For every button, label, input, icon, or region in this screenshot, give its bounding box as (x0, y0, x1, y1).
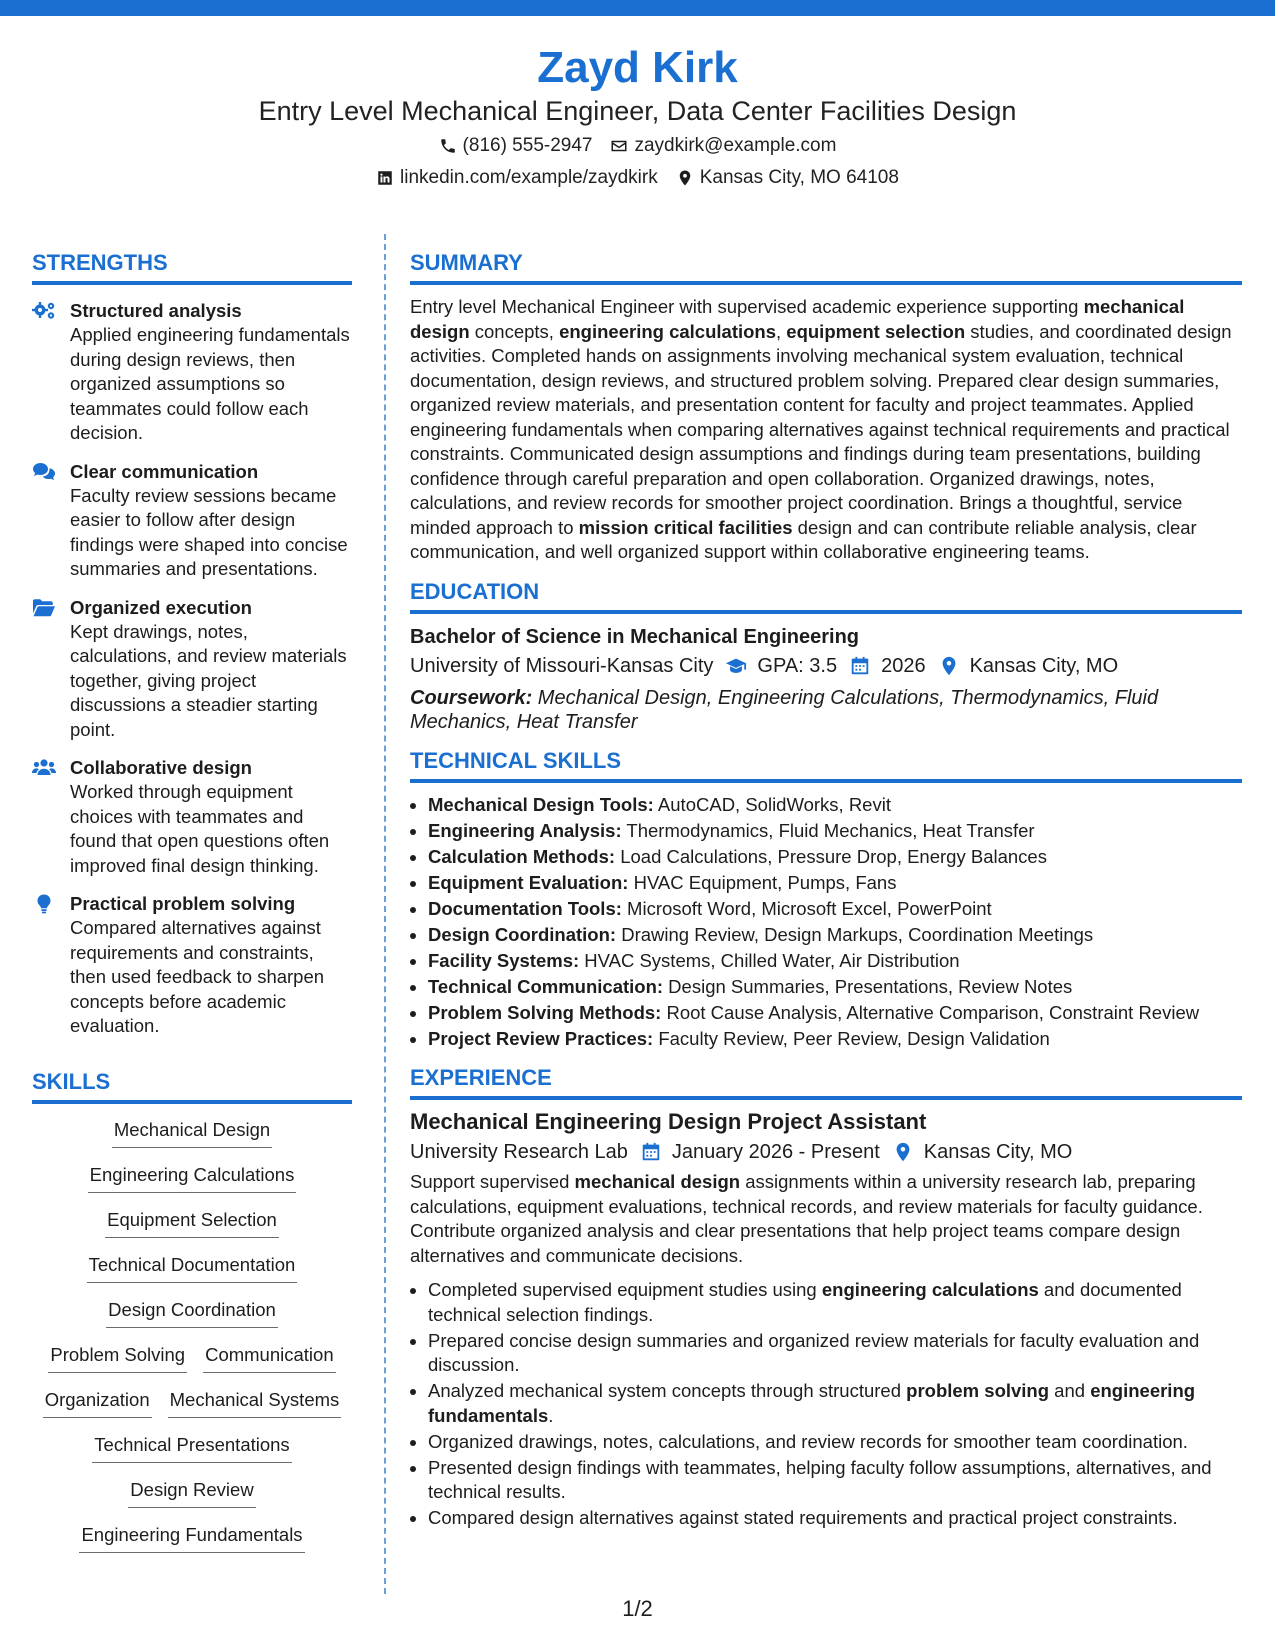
phone-text: (816) 555-2947 (462, 135, 593, 156)
list-item: Engineering Analysis: Thermodynamics, Fluid Mechanics, Heat Transfer (410, 819, 1242, 844)
strength-desc: Applied engineering fundamentals during design reviews, then organized assumptions so teammates could follow each decision. (70, 324, 350, 443)
technical-skills-list (410, 793, 1242, 1052)
education-meta (410, 652, 1242, 680)
skill-tag: Communication (203, 1343, 336, 1373)
strength-item (32, 596, 352, 743)
job-description: Support supervised mechanical design assignments within a university research lab, preparing calculations, equipment evaluations, technical records, and review materials for faculty guidance. Contribute organized analysis and clear presentations that help project teams compare design alternatives and communicate decisions. (410, 1171, 1203, 1266)
summary-heading: SUMMARY (410, 250, 1242, 285)
linkedin-text[interactable]: linkedin.com/example/zaydkirk (400, 167, 658, 188)
list-item: Prepared concise design summaries and organized review materials for faculty evaluation and discussion. (410, 1329, 1242, 1378)
strength-desc: Faculty review sessions became easier to follow after design findings were shaped into concise summaries and presentations. (70, 484, 348, 579)
graduation-year: 2026 (881, 654, 926, 677)
strength-desc: Kept drawings, notes, calculations, and review materials together, giving project discussions a steadier starting point. (70, 620, 347, 740)
strength-title: Structured analysis (70, 300, 242, 321)
gpa-text: GPA: 3.5 (757, 654, 838, 677)
list-item: Analyzed mechanical system concepts through structured problem solving and engineering fundamentals. (410, 1379, 1242, 1428)
skill-tag: Engineering Fundamentals (79, 1523, 304, 1553)
list-item: Project Review Practices: Faculty Review, Peer Review, Design Validation (410, 1027, 1242, 1052)
strength-item (32, 892, 352, 1039)
right-column (410, 250, 1242, 1532)
candidate-title: Entry Level Mechanical Engineer, Data Center Facilities Design (258, 96, 1017, 126)
job-dates: January 2026 - Present (671, 1141, 880, 1163)
list-item: Compared design alternatives against stated requirements and practical project constraints. (410, 1506, 1242, 1531)
page-number: 1/2 (622, 1596, 653, 1621)
job-meta (410, 1138, 1242, 1166)
strength-item (32, 460, 352, 582)
map-pin-icon (892, 1141, 914, 1163)
users-icon (32, 758, 56, 778)
list-item: Equipment Evaluation: HVAC Equipment, Pumps, Fans (410, 871, 1242, 896)
left-column (32, 250, 352, 1568)
skill-tag: Design Review (128, 1478, 255, 1508)
skill-tag: Technical Documentation (87, 1253, 298, 1283)
column-divider (384, 234, 386, 1594)
skill-tag: Mechanical Systems (168, 1388, 342, 1418)
degree-title: Bachelor of Science in Mechanical Engineering (410, 625, 860, 648)
candidate-name: Zayd Kirk (537, 43, 738, 92)
employer-name: University Research Lab (410, 1141, 628, 1163)
phone-contact (439, 134, 593, 158)
strength-title: Practical problem solving (70, 893, 296, 914)
gears-icon (32, 301, 56, 321)
envelope-icon (610, 137, 628, 155)
phone-icon (439, 137, 457, 155)
list-item: Presented design findings with teammates, helping faculty follow assumptions, alternatives, and technical results. (410, 1456, 1242, 1505)
education-heading: EDUCATION (410, 579, 1242, 614)
strength-desc: Compared alternatives against requirements and constraints, then used feedback to sharpen concepts before academic evaluation. (70, 917, 325, 1036)
skill-tag: Technical Presentations (92, 1433, 291, 1463)
skill-tag: Problem Solving (48, 1343, 187, 1373)
map-pin-icon (938, 655, 960, 677)
skills-heading: SKILLS (32, 1069, 352, 1104)
strength-title: Organized execution (70, 596, 252, 618)
school-name: University of Missouri-Kansas City (410, 654, 714, 677)
location-text: Kansas City, MO 64108 (699, 167, 899, 188)
calendar-icon (849, 655, 871, 677)
summary-text: Entry level Mechanical Engineer with supervised academic experience supporting mechanical design concepts, engineering calculations, equipment selection studies, and coordinated design activities. Completed hands on assignments involving mechanical system evaluation, technical documentation, design reviews, and structured problem solving. Prepared clear design summaries, organized review materials, and presentation content for faculty and project teammates. Applied engineering fundamentals when comparing alternatives against technical requirements and practical constraints. Communicated design assumptions and findings during team presentations, building confidence through careful preparation and open collaboration. Organized drawings, notes, calculations, and review records for smoother project coordination. Brings a thoughtful, service minded approach to mission critical facilities design and can contribute reliable analysis, clear communication, and well organized support within collaborative engineering teams. (410, 296, 1232, 562)
skill-tag: Mechanical Design (112, 1118, 272, 1148)
skills-list (32, 1118, 352, 1568)
top-accent-bar (0, 0, 1275, 16)
strength-desc: Worked through equipment choices with teammates and found that open questions often improved final design thinking. (70, 781, 330, 876)
strength-title: Clear communication (70, 460, 259, 482)
list-item: Organized drawings, notes, calculations, and review records for smoother team coordination. (410, 1430, 1242, 1455)
coursework: Coursework: Mechanical Design, Engineering Calculations, Thermodynamics, Fluid Mechanics, Heat Transfer (410, 686, 1159, 733)
skill-tag: Engineering Calculations (88, 1163, 297, 1193)
list-item: Calculation Methods: Load Calculations, Pressure Drop, Energy Balances (410, 845, 1242, 870)
email-text[interactable]: zaydkirk@example.com (634, 135, 837, 156)
strength-item (32, 756, 352, 878)
email-contact[interactable] (610, 134, 836, 158)
lightbulb-icon (32, 894, 56, 914)
contact-row-1 (0, 134, 1275, 158)
skill-tag: Design Coordination (106, 1298, 278, 1328)
list-item: Technical Communication: Design Summaries, Presentations, Review Notes (410, 975, 1242, 1000)
technical-skills-heading: TECHNICAL SKILLS (410, 748, 1242, 783)
experience-heading: EXPERIENCE (410, 1065, 1242, 1100)
comments-icon (32, 462, 56, 482)
map-pin-icon (676, 169, 694, 187)
list-item: Documentation Tools: Microsoft Word, Microsoft Excel, PowerPoint (410, 897, 1242, 922)
list-item: Design Coordination: Drawing Review, Design Markups, Coordination Meetings (410, 923, 1242, 948)
graduation-cap-icon (725, 655, 747, 677)
location-contact (676, 166, 899, 190)
list-item: Mechanical Design Tools: AutoCAD, SolidWorks, Revit (410, 793, 1242, 818)
strength-item (32, 299, 352, 446)
skill-tag: Organization (43, 1388, 152, 1418)
experience-bullets (410, 1278, 1242, 1531)
strength-title: Collaborative design (70, 757, 252, 778)
skill-tag: Equipment Selection (105, 1208, 279, 1238)
list-item: Facility Systems: HVAC Systems, Chilled Water, Air Distribution (410, 949, 1242, 974)
folder-open-icon (32, 598, 56, 618)
school-location: Kansas City, MO (969, 654, 1119, 677)
calendar-icon (640, 1141, 662, 1163)
resume-header (0, 42, 1275, 190)
strengths-heading: STRENGTHS (32, 250, 352, 285)
linkedin-icon (376, 169, 394, 187)
list-item: Completed supervised equipment studies using engineering calculations and documented technical selection findings. (410, 1278, 1242, 1327)
contact-row-2 (0, 166, 1275, 190)
list-item: Problem Solving Methods: Root Cause Analysis, Alternative Comparison, Constraint Review (410, 1001, 1242, 1026)
job-title: Mechanical Engineering Design Project Assistant (410, 1109, 927, 1134)
job-location: Kansas City, MO (923, 1141, 1073, 1163)
linkedin-contact[interactable] (376, 166, 658, 190)
